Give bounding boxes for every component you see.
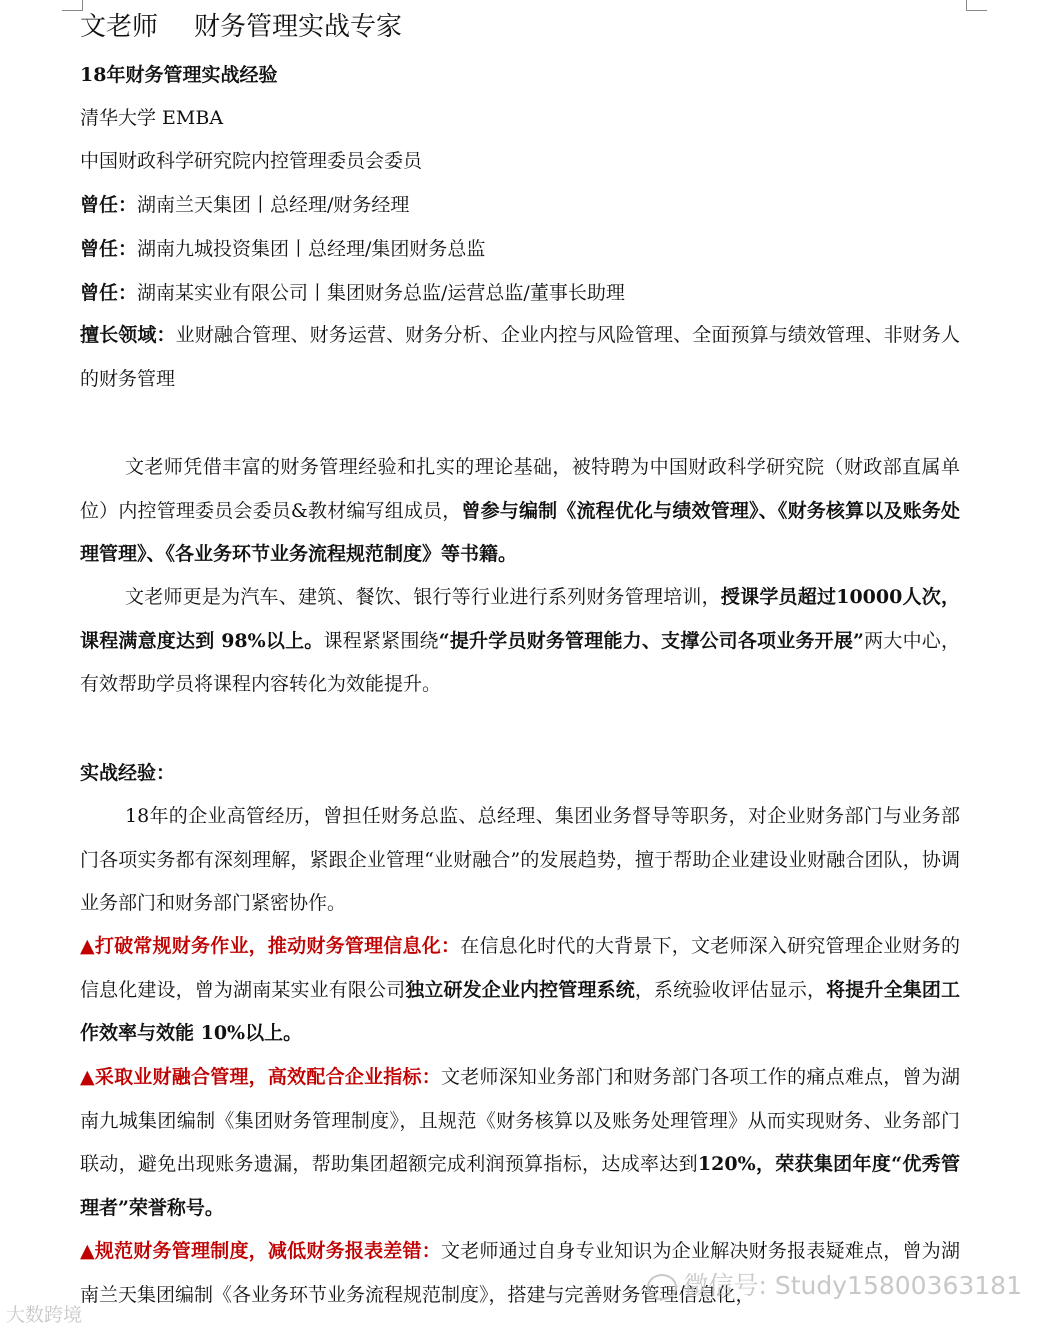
committee: 中国财政科学研究院内控管理委员会委员 bbox=[80, 150, 423, 172]
title-name: 文老师 bbox=[80, 12, 159, 42]
item-2-text: 文老师深知业务部门和财务部门各项工作的痛点难点，曾为湖南九城集团编制《集团财务管理制度》，且规范《财务核算以及账务处理管理》从而实现财务、业务部门联动，避免出现账务遗漏，帮助集团超额完成利润预算指标，达成率达到 bbox=[80, 1066, 960, 1175]
former-label: 曾任： bbox=[80, 238, 138, 260]
former-position-1 bbox=[80, 190, 409, 220]
intro-2-text2: 课程紧紧围绕 bbox=[323, 629, 439, 652]
item-1-text2: ，系统验收评估显示， bbox=[634, 978, 827, 1001]
experience-heading: 实战经验： bbox=[80, 762, 176, 784]
former-position-2 bbox=[80, 234, 485, 264]
item-2-result: 120%，荣获集团年度“优秀管理者”荣誉称号。 bbox=[80, 1153, 960, 1219]
former-position-3 bbox=[80, 278, 625, 308]
former-text: 湖南九城投资集团丨总经理/集团财务总监 bbox=[137, 238, 486, 260]
source-name: 大数跨境 bbox=[6, 1304, 83, 1326]
experience-years: 18年财务管理实战经验 bbox=[80, 64, 278, 86]
intro-1-books: 曾参与编制《流程优化与绩效管理》、《财务核算以及账务处理管理》、《各业务环节业务流程规范制度》等书籍。 bbox=[80, 499, 960, 565]
intro-2-text: 文老师更是为汽车、建筑、餐饮、银行等行业进行系列财务管理培训， bbox=[125, 586, 721, 608]
wechat-watermark bbox=[647, 1266, 1022, 1302]
intro-2-stats: 授课学员超过10000人次，课程满意度达到 98%以上。 bbox=[80, 586, 960, 652]
expertise bbox=[80, 314, 960, 401]
education: 清华大学 EMBA bbox=[80, 107, 224, 129]
item-1-heading: ▲打破常规财务作业，推动财务管理信息化： bbox=[80, 935, 461, 957]
item-1-system: 独立研发企业内控管理系统 bbox=[405, 978, 635, 1001]
intro-paragraph-1 bbox=[80, 446, 960, 577]
item-3-heading: ▲规范财务管理制度，减低财务报表差错： bbox=[80, 1240, 441, 1262]
item-1-result: 将提升全集团工作效率与效能 10%以上。 bbox=[80, 978, 960, 1044]
wechat-icon bbox=[647, 1274, 677, 1300]
wechat-id: 微信号: Study15800363181 bbox=[683, 1271, 1022, 1300]
former-text: 湖南某实业有限公司丨集团财务总监/运营总监/董事长助理 bbox=[137, 282, 625, 304]
intro-2-focus: “提升学员财务管理能力、支撑公司各项业务开展” bbox=[438, 629, 864, 652]
former-text: 湖南兰天集团丨总经理/财务经理 bbox=[137, 194, 410, 216]
item-2-heading: ▲采取业财融合管理，高效配合企业指标： bbox=[80, 1066, 441, 1088]
experience-item-2 bbox=[80, 1056, 960, 1230]
experience-summary: 18年的企业高管经历，曾担任财务总监、总经理、集团业务督导等职务，对企业财务部门与业务部门各项实务都有深刻理解，紧跟企业管理“业财融合”的发展趋势，擅于帮助企业建设业财融合团队，协调业务部门和财务部门紧密协作。 bbox=[80, 805, 960, 914]
item-3-text: 文老师通过自身专业知识为企业解决财务报表疑难点，曾为湖南兰天集团编制《各业务环节业务流程规范制度》，搭建与完善财务管理信息化， bbox=[80, 1240, 960, 1306]
item-1-text: 在信息化时代的大背景下，文老师深入研究管理企业财务的信息化建设，曾为湖南某实业有限公司 bbox=[80, 935, 960, 1001]
intro-1-text: 文老师凭借丰富的财务管理经验和扎实的理论基础，被特聘为中国财政科学研究院（财政部直属单位）内控管理委员会委员&教材编写组成员， bbox=[80, 456, 960, 522]
source-watermark bbox=[6, 1300, 82, 1327]
intro-2-text3: 两大中心，有效帮助学员将课程内容转化为效能提升。 bbox=[80, 629, 960, 695]
expertise-label: 擅长领域： bbox=[80, 324, 176, 346]
intro-paragraph-2 bbox=[80, 576, 960, 707]
expertise-text: 业财融合管理、财务运营、财务分析、企业内控与风险管理、全面预算与绩效管理、非财务人的财务管理 bbox=[80, 324, 960, 390]
experience-item-1 bbox=[80, 925, 960, 1056]
title-role: 财务管理实战专家 bbox=[194, 12, 403, 42]
former-label: 曾任： bbox=[80, 282, 138, 304]
crop-mark-top-right bbox=[966, 0, 987, 11]
page-title bbox=[80, 8, 402, 46]
former-label: 曾任： bbox=[80, 194, 138, 216]
